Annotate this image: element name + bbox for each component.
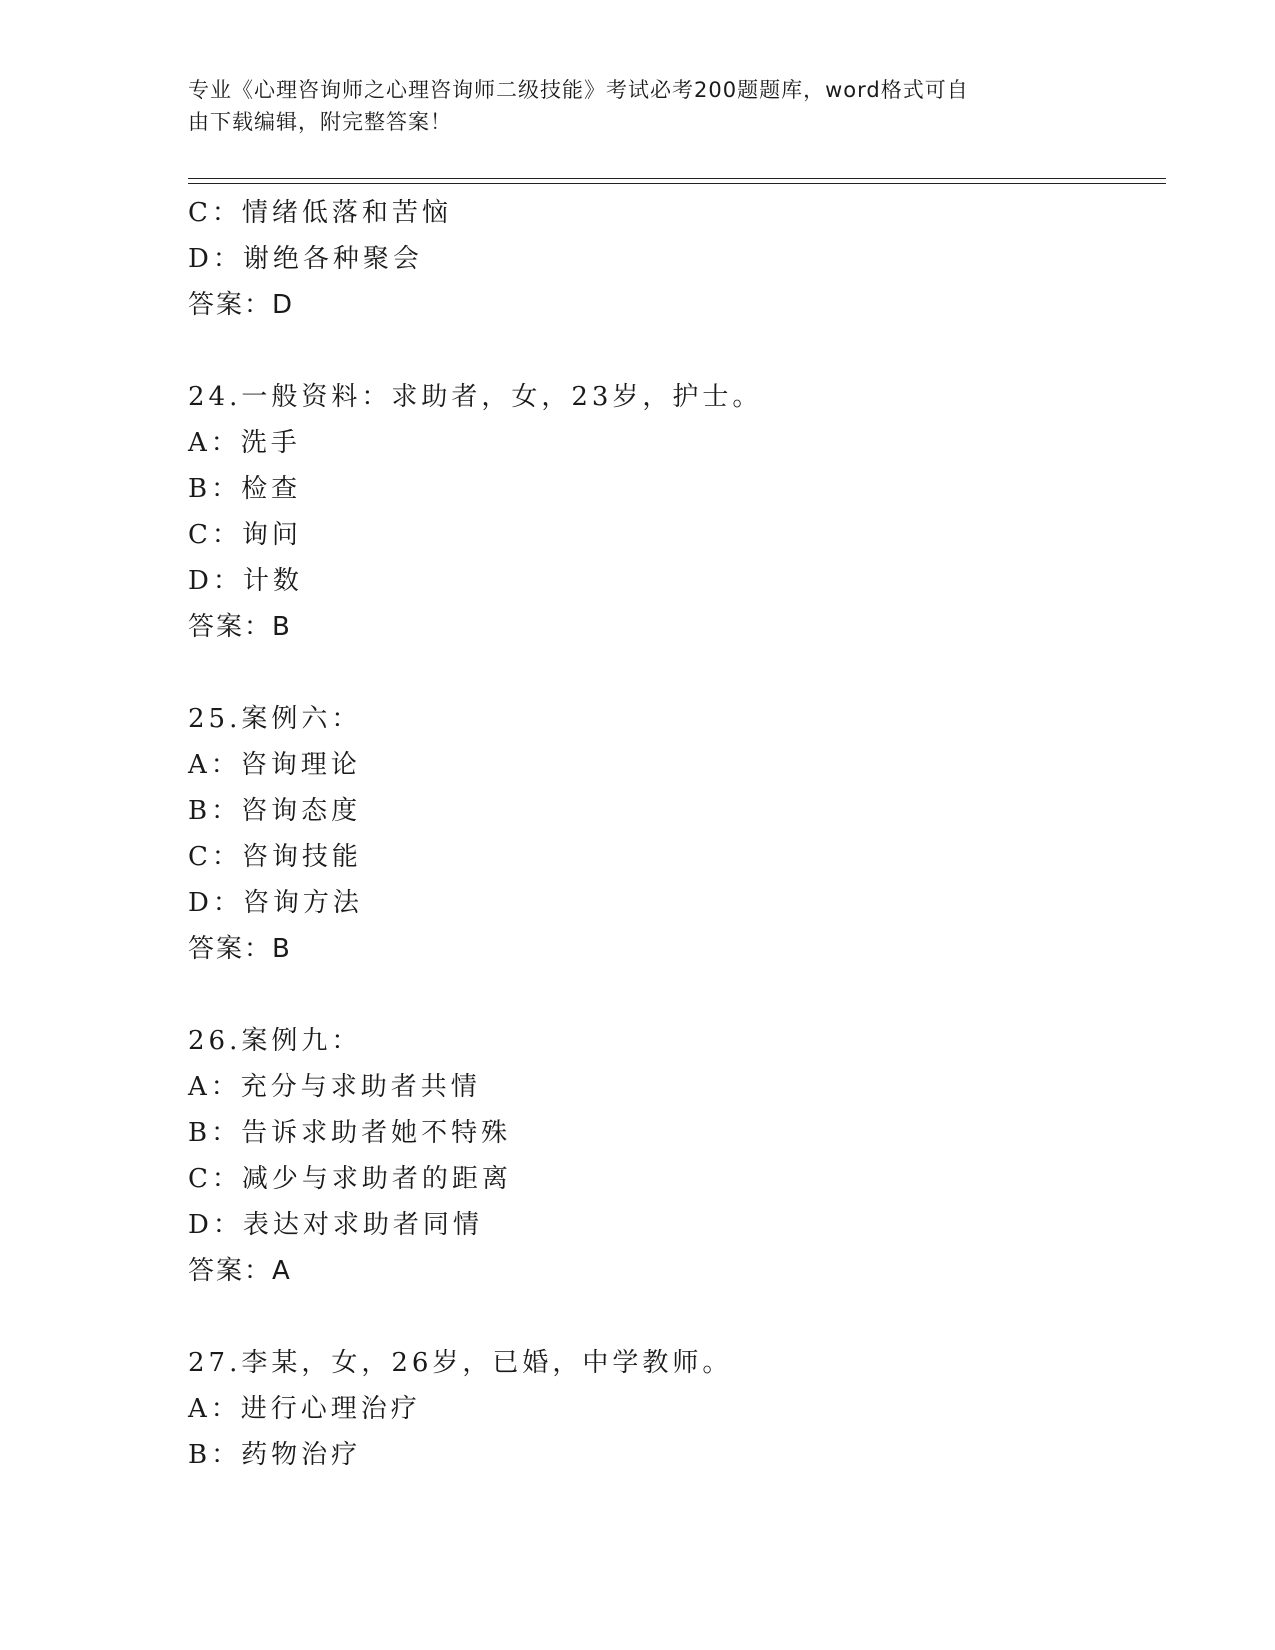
option-b: B：药物治疗: [188, 1440, 362, 1470]
spacer: [188, 972, 1168, 1018]
option-a: A：进行心理治疗: [188, 1394, 421, 1424]
question-27: [188, 1340, 1168, 1478]
question-list: [188, 190, 1168, 1478]
document-header: [188, 74, 1078, 138]
spacer: [188, 650, 1168, 696]
carryover-block: [188, 190, 1168, 328]
spacer: [188, 1294, 1168, 1340]
header-line-1: 专业《心理咨询师之心理咨询师二级技能》考试必考200题题库，word格式可自: [188, 78, 969, 102]
option-a: A：咨询理论: [188, 750, 361, 780]
option-d: D：表达对求助者同情: [188, 1210, 483, 1240]
option-b: B：告诉求助者她不特殊: [188, 1118, 512, 1148]
question-25: [188, 696, 1168, 972]
option-d: D：咨询方法: [188, 888, 363, 918]
option-c: C：情绪低落和苦恼: [188, 198, 452, 228]
option-b: B：检查: [188, 474, 302, 504]
question-24: [188, 374, 1168, 650]
option-c: C：询问: [188, 520, 302, 550]
spacer: [188, 328, 1168, 374]
header-line-2: 由下载编辑，附完整答案！: [188, 110, 452, 134]
option-b: B：咨询态度: [188, 796, 362, 826]
option-d: D：谢绝各种聚会: [188, 244, 423, 274]
answer-line: 答案：B: [188, 934, 292, 964]
question-stem: 24.一般资料：求助者，女，23岁，护士。: [188, 382, 763, 412]
question-stem: 25.案例六：: [188, 704, 362, 734]
header-divider-top: [188, 178, 1166, 179]
question-26: [188, 1018, 1168, 1294]
answer-line: 答案：B: [188, 612, 292, 642]
answer-line: 答案：D: [188, 290, 295, 320]
question-stem: 27.李某，女，26岁，已婚，中学教师。: [188, 1348, 733, 1378]
question-stem: 26.案例九：: [188, 1026, 362, 1056]
option-d: D：计数: [188, 566, 303, 596]
answer-line: 答案：A: [188, 1256, 292, 1286]
option-a: A：洗手: [188, 428, 301, 458]
header-divider-bottom: [188, 183, 1166, 184]
option-c: C：减少与求助者的距离: [188, 1164, 512, 1194]
option-c: C：咨询技能: [188, 842, 362, 872]
option-a: A：充分与求助者共情: [188, 1072, 481, 1102]
